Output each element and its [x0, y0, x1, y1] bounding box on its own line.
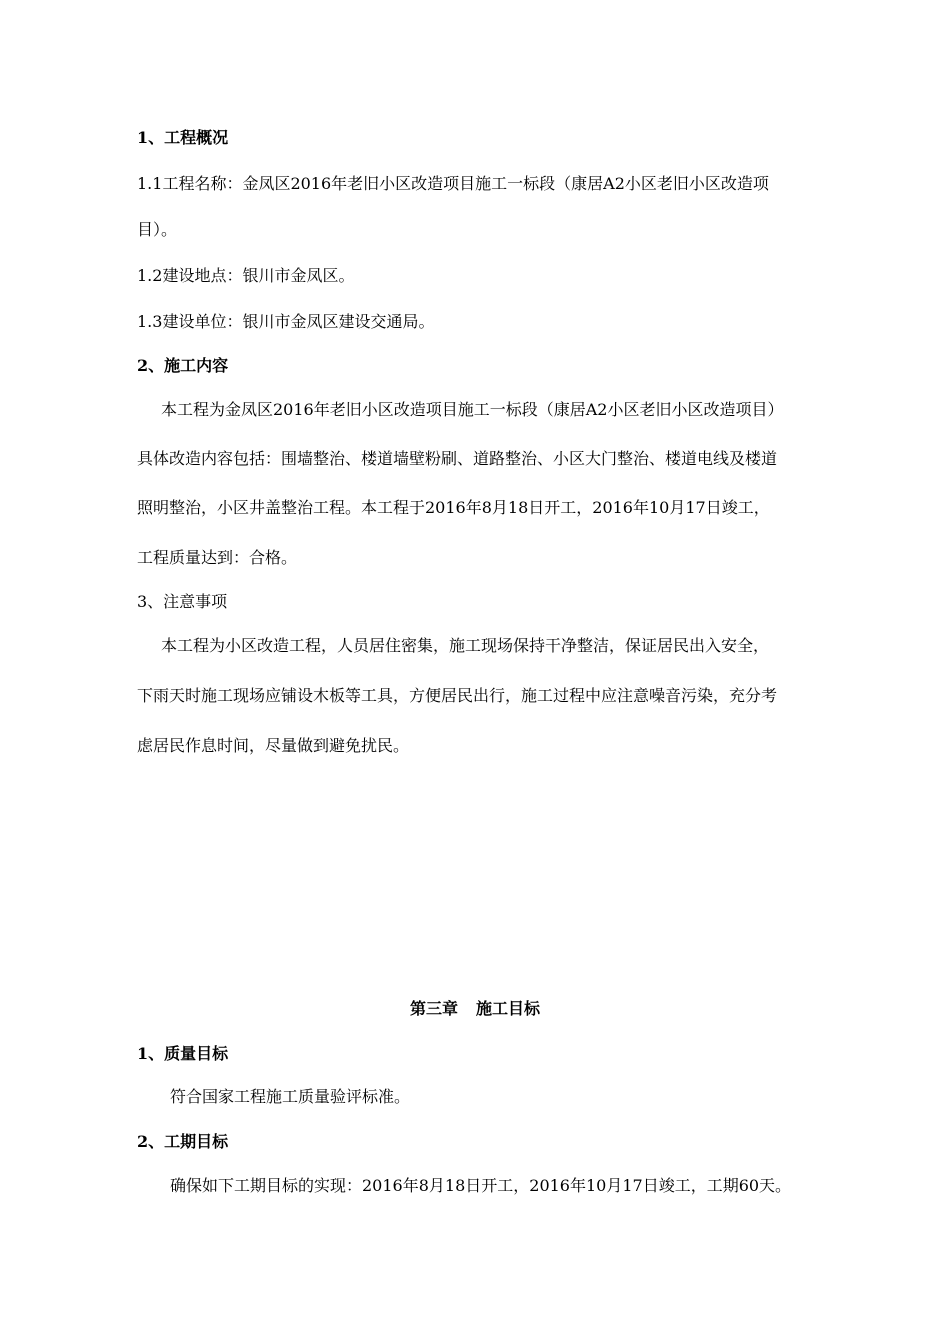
construction-content-line-1: 本工程为金凤区2016年老旧小区改造项目施工一标段（康居A2小区老旧小区改造项目）	[161, 400, 784, 419]
section-3-heading: 3、注意事项	[137, 592, 228, 611]
chapter-number: 第三章	[409, 999, 458, 1018]
project-name-line-2: 目）。	[137, 220, 178, 239]
chapter-name: 施工目标	[476, 999, 541, 1018]
project-name-line-1: 1.1工程名称：金凤区2016年老旧小区改造项目施工一标段（康居A2小区老旧小区改造项	[137, 174, 769, 193]
notes-line-1: 本工程为小区改造工程，人员居住密集，施工现场保持干净整洁，保证居民出入安全，	[161, 636, 770, 655]
construction-content-line-4: 工程质量达到：合格。	[137, 548, 298, 567]
notes-line-3: 虑居民作息时间，尽量做到避免扰民。	[137, 736, 410, 755]
quality-goal-text: 符合国家工程施工质量验评标准。	[170, 1087, 411, 1106]
schedule-goal-heading: 2、工期目标	[137, 1132, 229, 1151]
section-2-heading: 2、施工内容	[137, 356, 229, 375]
notes-line-2: 下雨天时施工现场应铺设木板等工具，方便居民出行，施工过程中应注意噪音污染，充分考	[137, 686, 778, 705]
section-1-heading: 1、工程概况	[137, 128, 229, 147]
project-owner: 1.3建设单位：银川市金凤区建设交通局。	[137, 312, 435, 331]
quality-goal-heading: 1、质量目标	[137, 1044, 229, 1063]
chapter-title	[0, 999, 950, 1019]
schedule-goal-text: 确保如下工期目标的实现：2016年8月18日开工，2016年10月17日竣工，工期60天。	[170, 1176, 792, 1195]
construction-content-line-3: 照明整治，小区井盖整治工程。本工程于2016年8月18日开工，2016年10月17日竣工，	[137, 498, 770, 517]
construction-content-line-2: 具体改造内容包括：围墙整治、楼道墙壁粉刷、道路整治、小区大门整治、楼道电线及楼道	[137, 449, 778, 468]
project-location: 1.2建设地点：银川市金凤区。	[137, 266, 355, 285]
